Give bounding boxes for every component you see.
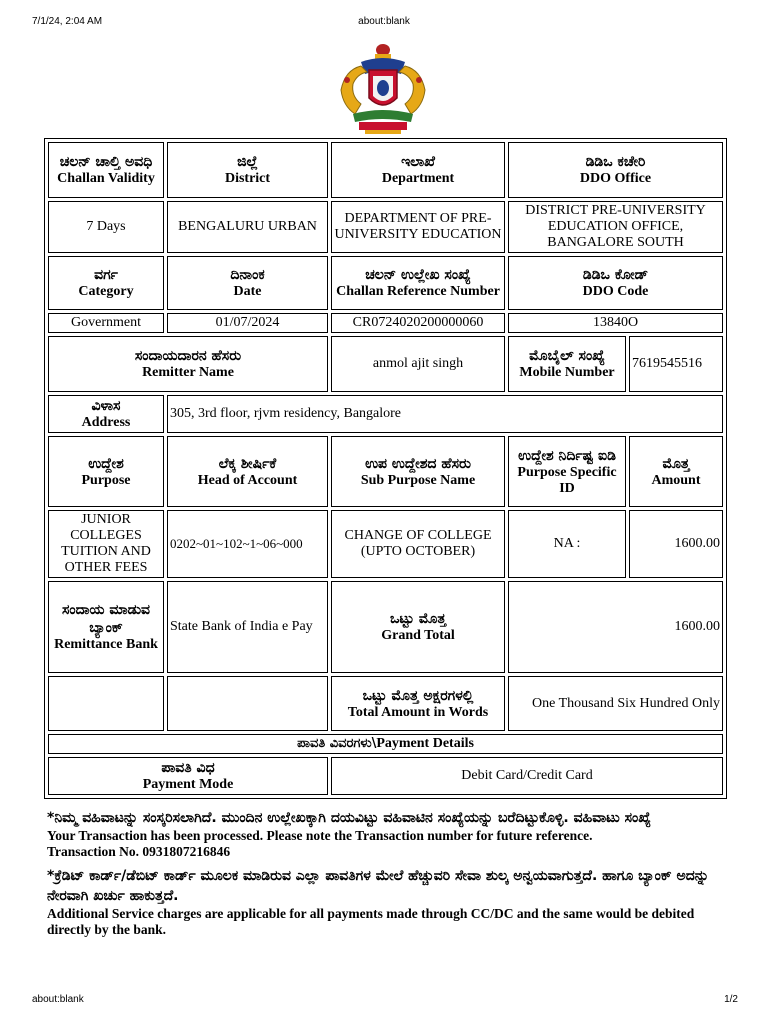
charges-note-kn: *ಕ್ರೆಡಿಟ್ ಕಾರ್ಡ್/ಡೆಬಿಟ್ ಕಾರ್ಡ್ ಮೂಲಕ ಮಾಡಿರುವ ಎಲ್ಲಾ ಪಾವತಿಗಳ ಮೇಲೆ ಹೆಚ್ಚುವರಿ ಸೇವಾ ಶುಲ್ಕ ಅನ್ವಯವಾಗುತ್ತದೆ. ಹಾಗೂ ಬ್ಯಾಂಕ್ ಅದನ್ನು ನೇರವಾಗಿ ಖರ್ಚು ಹಾಕುತ್ತದೆ. bbox=[47, 868, 709, 904]
page-number: 1/2 bbox=[724, 994, 738, 1005]
ddo-office-value: DISTRICT PRE-UNIVERSITY EDUCATION OFFICE, BANGALORE SOUTH bbox=[508, 201, 723, 253]
total-words-value: One Thousand Six Hundred Only bbox=[508, 676, 723, 731]
print-header bbox=[0, 16, 768, 30]
amount-value: 1600.00 bbox=[629, 510, 723, 578]
mobile-header: ಮೊಬೈಲ್ ಸಂಖ್ಯೆ Mobile Number bbox=[508, 336, 626, 392]
remittance-bank-value: State Bank of India e Pay bbox=[167, 581, 328, 673]
total-words-header: ಒಟ್ಟು ಮೊತ್ತ ಅಕ್ಷರಗಳಲ್ಲಿ Total Amount in Words bbox=[331, 676, 505, 731]
purpose-specific-header: ಉದ್ದೇಶ ನಿರ್ದಿಷ್ಟ ಐಡಿ Purpose Specific ID bbox=[508, 436, 626, 507]
date-header: ದಿನಾಂಕ Date bbox=[167, 256, 328, 310]
date-value: 01/07/2024 bbox=[167, 313, 328, 333]
payment-details-header: ಪಾವತಿ ವಿವರಗಳು\Payment Details bbox=[48, 734, 723, 754]
category-value: Government bbox=[48, 313, 164, 333]
print-date: 7/1/24, 2:04 AM bbox=[32, 16, 103, 27]
empty-cell bbox=[167, 676, 328, 731]
remitter-name-header: ಸಂದಾಯದಾರನ ಹೆಸರು Remitter Name bbox=[48, 336, 328, 392]
district-header: ಜಿಲ್ಲೆ District bbox=[167, 142, 328, 198]
district-value: BENGALURU URBAN bbox=[167, 201, 328, 253]
grand-total-header: ಒಟ್ಟು ಮೊತ್ತ Grand Total bbox=[331, 581, 505, 673]
challan-validity-value: 7 Days bbox=[48, 201, 164, 253]
address-header: ವಿಳಾಸ Address bbox=[48, 395, 164, 433]
challan-validity-header: ಚಲನ್ ಚಾಲ್ತಿ ಅವಧಿ Challan Validity bbox=[48, 142, 164, 198]
sub-purpose-value: CHANGE OF COLLEGE (UPTO OCTOBER) bbox=[331, 510, 505, 578]
processed-note-en: Your Transaction has been processed. Please note the Transaction number for future reference. bbox=[47, 828, 593, 843]
ddo-code-header: ಡಿಡಿಒ ಕೋಡ್ DDO Code bbox=[508, 256, 723, 310]
department-value: DEPARTMENT OF PRE-UNIVERSITY EDUCATION bbox=[331, 201, 505, 253]
head-of-account-header: ಲೆಕ್ಕ ಶೀರ್ಷಿಕೆ Head of Account bbox=[167, 436, 328, 507]
karnataka-emblem-icon bbox=[331, 40, 435, 136]
purpose-specific-value: NA : bbox=[508, 510, 626, 578]
department-header: ಇಲಾಖೆ Department bbox=[331, 142, 505, 198]
purpose-value: JUNIOR COLLEGES TUITION AND OTHER FEES bbox=[48, 510, 164, 578]
payment-mode-header: ಪಾವತಿ ವಿಧ Payment Mode bbox=[48, 757, 328, 795]
payment-mode-value: Debit Card/Credit Card bbox=[331, 757, 723, 795]
challan-table bbox=[44, 138, 727, 799]
ddo-office-header: ಡಿಡಿಒ ಕಚೇರಿ DDO Office bbox=[508, 142, 723, 198]
print-footer bbox=[0, 994, 768, 1008]
remittance-bank-header: ಸಂದಾಯ ಮಾಡುವ ಬ್ಯಾಂಕ್ Remittance Bank bbox=[48, 581, 164, 673]
address-value: 305, 3rd floor, rjvm residency, Bangalore bbox=[167, 395, 723, 433]
head-of-account-value: 0202~01~102~1~06~000 bbox=[167, 510, 328, 578]
purpose-header: ಉದ್ದೇಶ Purpose bbox=[48, 436, 164, 507]
processed-note-kn: *ನಿಮ್ಮ ವಹಿವಾಟನ್ನು ಸಂಸ್ಕರಿಸಲಾಗಿದೆ. ಮುಂದಿನ ಉಲ್ಲೇಖಕ್ಕಾಗಿ ದಯವಿಟ್ಟು ವಹಿವಾಟಿನ ಸಂಖ್ಯೆಯನ್ನು ಬರೆದಿಟ್ಟುಕೊಳ್ಳಿ. ವಹಿವಾಟು ಸಂಖ್ಯೆ bbox=[47, 810, 651, 826]
challan-ref-header: ಚಲನ್ ಉಲ್ಲೇಖ ಸಂಖ್ಯೆ Challan Reference Number bbox=[331, 256, 505, 310]
remitter-name-value: anmol ajit singh bbox=[331, 336, 505, 392]
ddo-code-value: 13840O bbox=[508, 313, 723, 333]
footer-url: about:blank bbox=[32, 994, 84, 1005]
mobile-value: 7619545516 bbox=[629, 336, 723, 392]
grand-total-value: 1600.00 bbox=[508, 581, 723, 673]
challan-ref-value: CR0724020200000060 bbox=[331, 313, 505, 333]
amount-header: ಮೊತ್ತ Amount bbox=[629, 436, 723, 507]
transaction-number: Transaction No. 0931807216846 bbox=[47, 844, 231, 859]
print-url: about:blank bbox=[358, 16, 410, 27]
notes-section bbox=[47, 808, 737, 938]
empty-cell bbox=[48, 676, 164, 731]
charges-note-en: Additional Service charges are applicable for all payments made through CC/DC and the same would be debited directly by the bank. bbox=[47, 906, 695, 937]
category-header: ವರ್ಗ Category bbox=[48, 256, 164, 310]
sub-purpose-header: ಉಪ ಉದ್ದೇಶದ ಹೆಸರು Sub Purpose Name bbox=[331, 436, 505, 507]
